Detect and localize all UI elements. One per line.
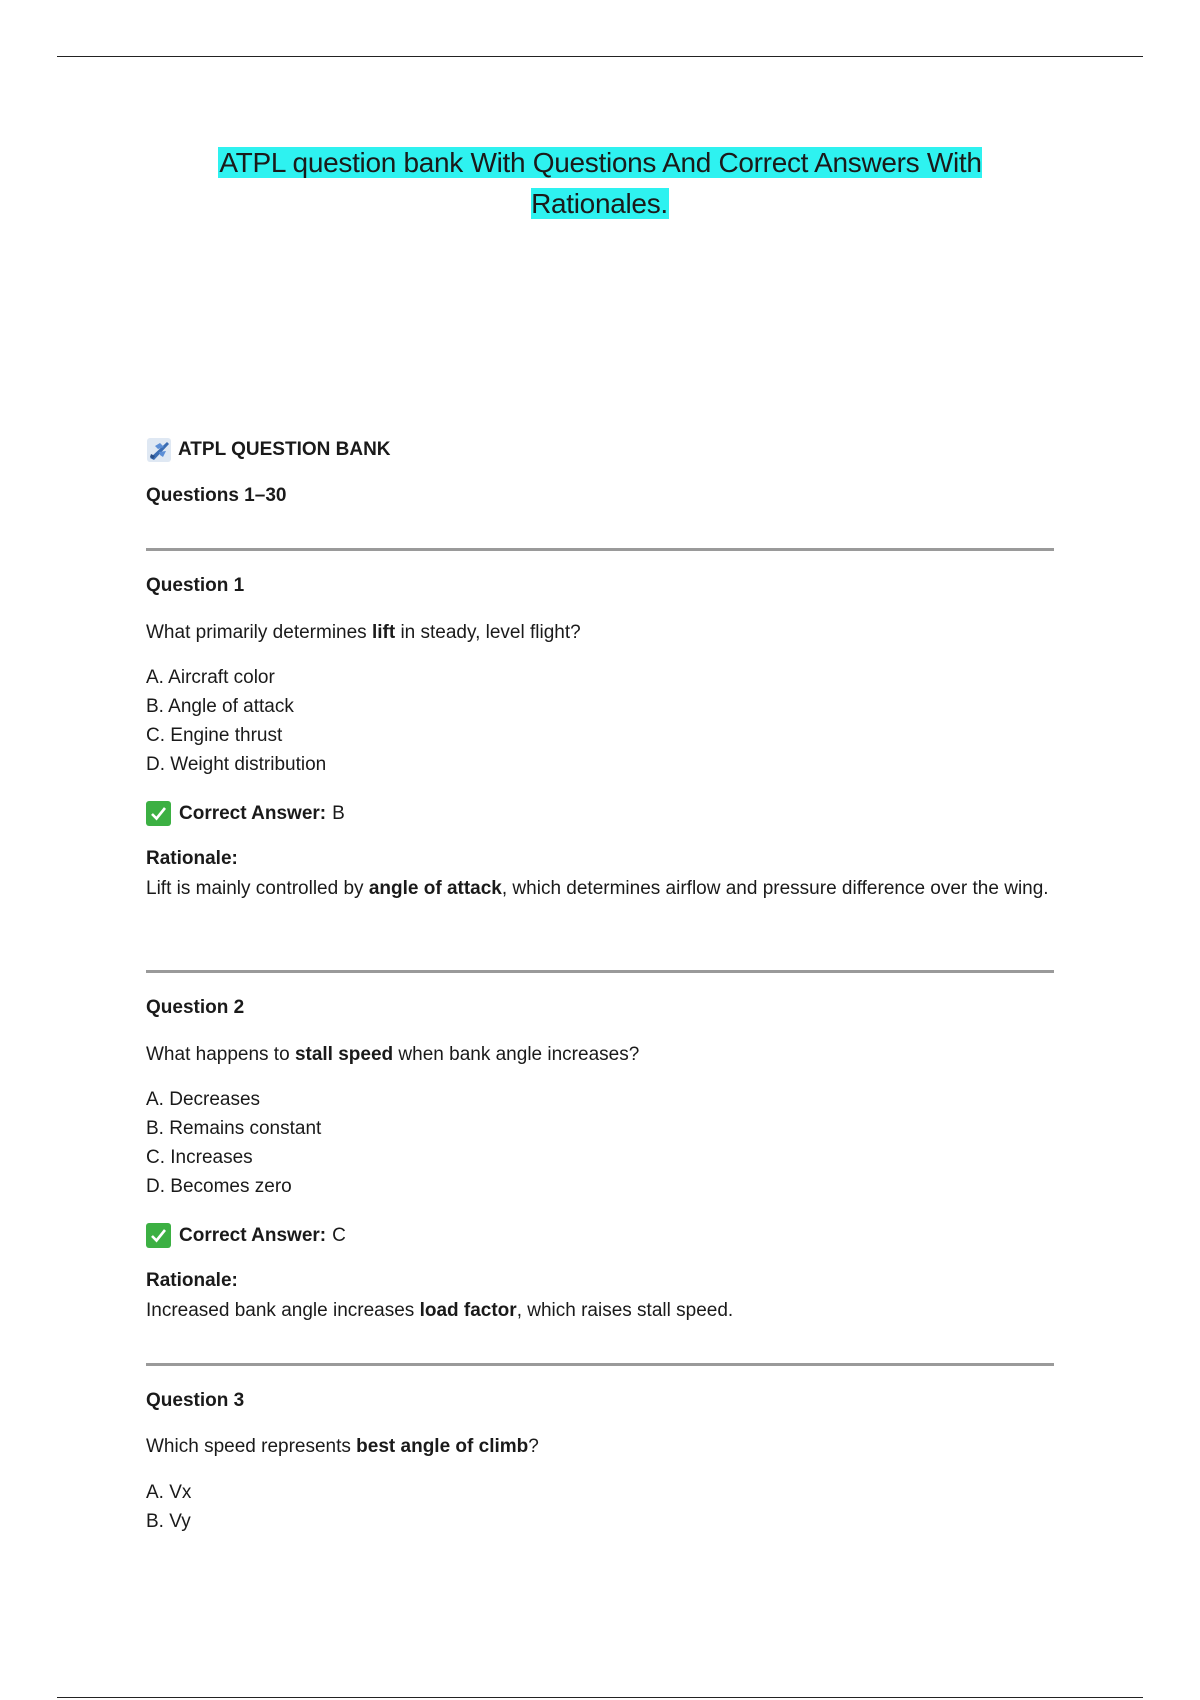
question-1-text: What primarily determines lift in steady, level flight? [146, 622, 581, 643]
question-1-rationale: Lift is mainly controlled by angle of attack, which determines airflow and pressure difference over the wing. [146, 878, 1049, 899]
divider [146, 548, 1054, 551]
bank-heading [146, 437, 391, 463]
question-2-options [146, 1085, 321, 1201]
answer-value: C [332, 1224, 346, 1246]
question-1-options [146, 663, 326, 779]
footer-rule [57, 1697, 1143, 1698]
document-title [180, 142, 1020, 224]
question-2-text: What happens to stall speed when bank angle increases? [146, 1044, 640, 1065]
question-3-title: Question 3 [146, 1390, 245, 1411]
answer-label: Correct Answer: [179, 802, 327, 824]
question-1-rationale-label: Rationale: [146, 848, 238, 869]
option-b: B. Vy [146, 1511, 191, 1532]
divider [146, 970, 1054, 973]
header-rule [57, 56, 1143, 57]
question-1-answer [146, 801, 345, 826]
check-icon [146, 1223, 171, 1248]
answer-value: B [332, 802, 345, 824]
question-1-title: Question 1 [146, 575, 245, 596]
option-b: B. Remains constant [146, 1118, 322, 1139]
question-2-rationale: Increased bank angle increases load factor, which raises stall speed. [146, 1300, 734, 1321]
check-icon [146, 801, 171, 826]
question-range: Questions 1–30 [146, 485, 287, 506]
document-title-text: ATPL question bank With Questions And Correct Answers With Rationales. [219, 147, 982, 219]
question-2-rationale-label: Rationale: [146, 1270, 238, 1291]
option-d: D. Becomes zero [146, 1176, 292, 1197]
question-2-answer [146, 1223, 346, 1248]
divider [146, 1363, 1054, 1366]
option-a: A. Vx [146, 1482, 192, 1503]
airplane-icon [146, 437, 172, 463]
answer-label: Correct Answer: [179, 1224, 327, 1246]
option-b: B. Angle of attack [146, 696, 294, 717]
bank-heading-text: ATPL QUESTION BANK [178, 439, 391, 460]
question-3-options [146, 1478, 191, 1536]
option-c: C. Engine thrust [146, 725, 283, 746]
option-c: C. Increases [146, 1147, 253, 1168]
option-a: A. Decreases [146, 1089, 261, 1110]
option-d: D. Weight distribution [146, 754, 327, 775]
question-3-text: Which speed represents best angle of climb? [146, 1436, 539, 1457]
question-2-title: Question 2 [146, 997, 245, 1018]
option-a: A. Aircraft color [146, 667, 275, 688]
